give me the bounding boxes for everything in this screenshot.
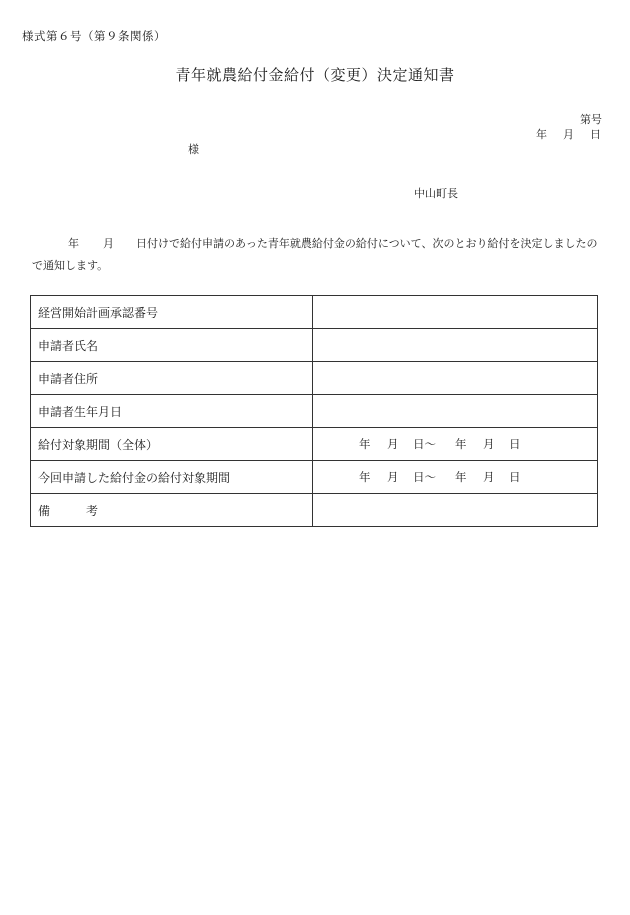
details-table [30,295,598,527]
table-row [31,428,598,461]
total-period-from-month: 月 [387,437,399,451]
current-period-to-year: 年 [455,470,467,484]
table-row [31,461,598,494]
approval-number-field[interactable] [313,296,598,329]
body-year: 年 [68,237,79,250]
table-row [31,329,598,362]
issue-date-year: 年 [536,128,547,141]
row-label-total-period: 給付対象期間（全体） [31,428,313,461]
row-label-applicant-name: 申請者氏名 [31,329,313,362]
current-period-to-month: 月 [483,470,495,484]
table-row [31,494,598,527]
current-period-field[interactable] [313,461,598,494]
issue-date [536,126,601,142]
current-period-from-year: 年 [359,470,371,484]
current-period-range [313,469,597,485]
current-period-from-day: 日〜 [413,470,436,484]
row-label-current-period: 今回申請した給付金の給付対象期間 [31,461,313,494]
current-period-from-month: 月 [387,470,399,484]
total-period-to-day: 日 [509,437,521,451]
body-text: 日付けで給付申請のあった青年就農給付金の給付について、次のとおり給付を決定しましたので通知します。 [32,237,598,272]
total-period-to-year: 年 [455,437,467,451]
row-label-approval-number: 経営開始計画承認番号 [31,296,313,329]
applicant-name-field[interactable] [313,329,598,362]
issue-date-day: 日 [590,128,601,141]
remarks-field[interactable] [313,494,598,527]
row-label-applicant-address: 申請者住所 [31,362,313,395]
total-period-from-day: 日〜 [413,437,436,451]
total-period-to-month: 月 [483,437,495,451]
total-period-range [313,436,597,452]
table-row [31,362,598,395]
addressee-suffix: 様 [188,143,199,156]
body-month: 月 [103,237,114,250]
total-period-field[interactable] [313,428,598,461]
table-row [31,296,598,329]
row-label-remarks: 備 考 [31,494,313,527]
notice-body [32,233,607,277]
document-number-label: 第号 [580,113,602,126]
applicant-address-field[interactable] [313,362,598,395]
issue-date-month: 月 [563,128,574,141]
issuer-name: 中山町長 [414,187,458,200]
row-label-applicant-birthdate: 申請者生年月日 [31,395,313,428]
applicant-birthdate-field[interactable] [313,395,598,428]
form-number: 様式第６号（第９条関係） [22,29,166,43]
table-row [31,395,598,428]
current-period-to-day: 日 [509,470,521,484]
total-period-from-year: 年 [359,437,371,451]
document-title: 青年就農給付金給付（変更）決定通知書 [175,66,455,84]
